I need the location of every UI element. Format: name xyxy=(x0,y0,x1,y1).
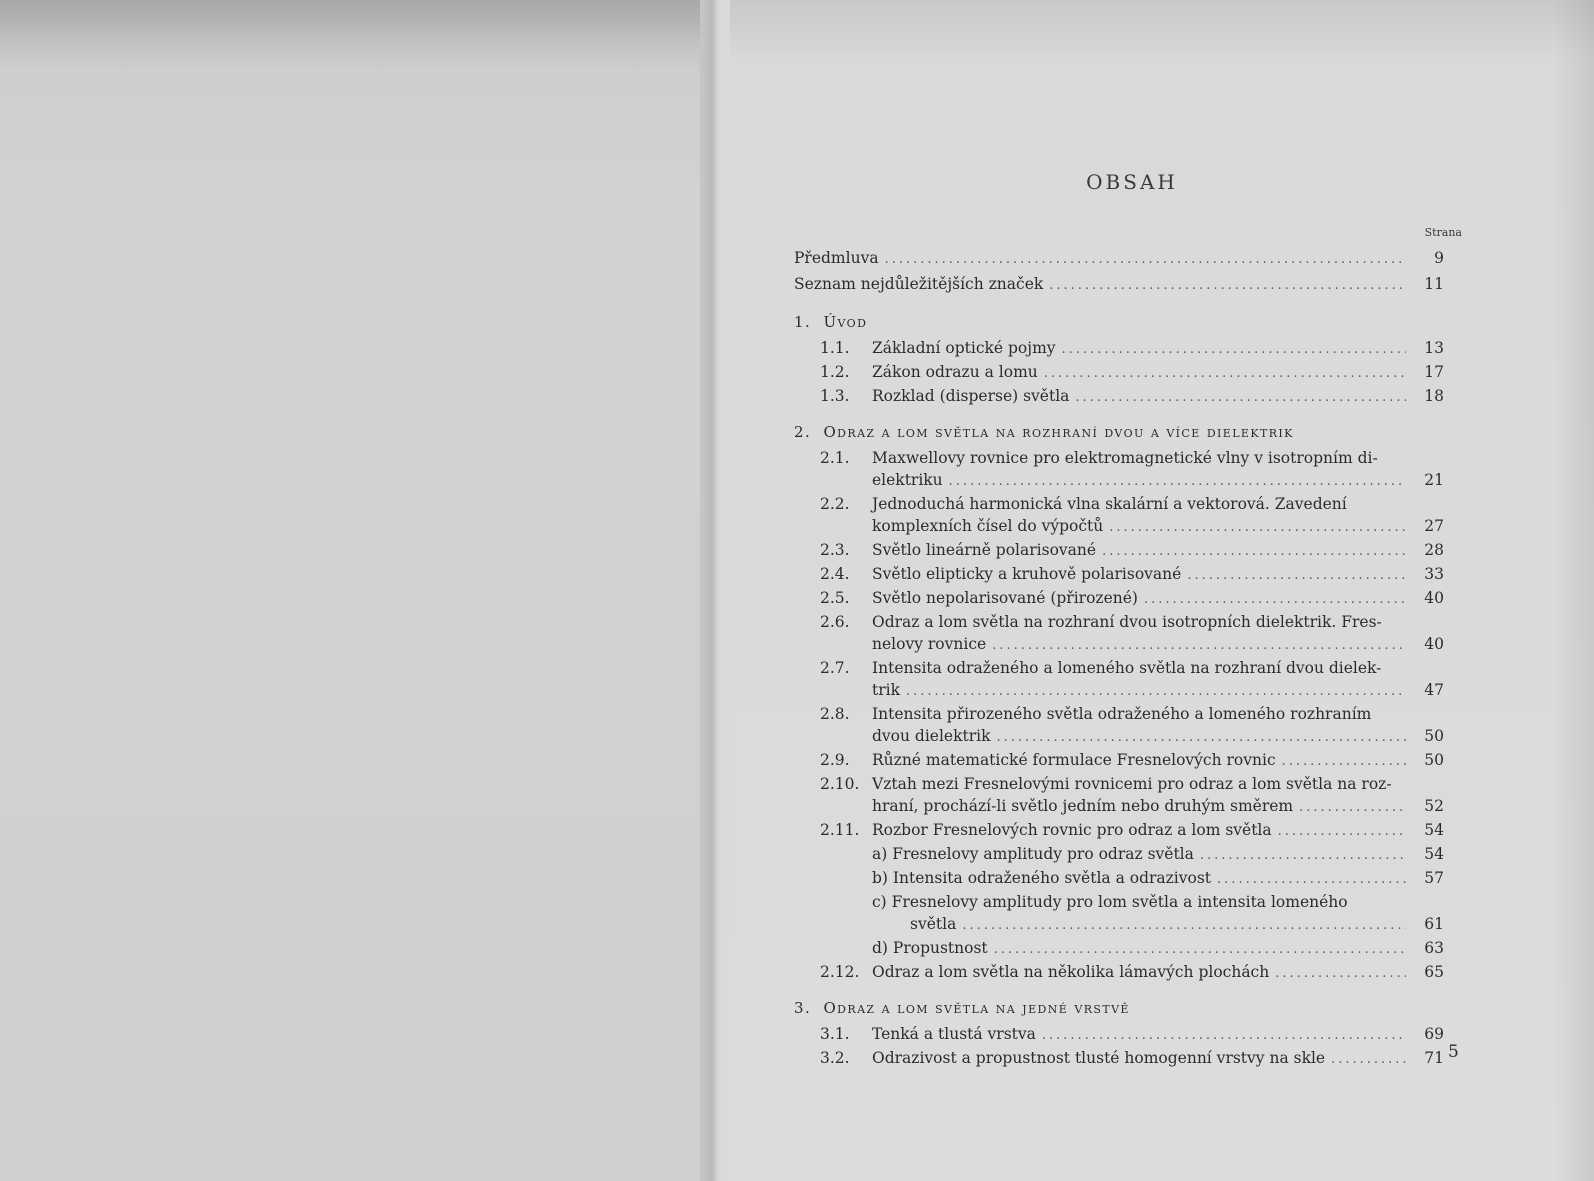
toc-entry: Seznam nejdůležitějších značek ..... 11 xyxy=(794,273,1462,297)
chapter-heading: 3. Odraz a lom světla na jedné vrstvě xyxy=(794,999,1130,1017)
toc-entry: 2.11. Rozbor Fresnelových rovnic pro odraz a lom světla ..... 54 xyxy=(794,819,1462,843)
page-number: 5 xyxy=(1448,1042,1459,1062)
page-title: OBSAH xyxy=(1086,170,1178,194)
chapter-heading: 2. Odraz a lom světla na rozhraní dvou a více dielektrik xyxy=(794,423,1294,441)
toc-entry: 2.1. Maxwellovy rovnice pro elektromagnetické vlny v isotropním di- elektriku ..... 21 xyxy=(794,447,1462,493)
toc-entry: 2.9. Různé matematické formulace Fresnelových rovnic ..... 50 xyxy=(794,749,1462,773)
toc-subentry: světla ..... 61 xyxy=(794,913,1462,937)
toc-entry: 3.2. Odrazivost a propustnost tlusté homogenní vrstvy na skle ..... 71 xyxy=(794,1047,1462,1071)
toc-subentry: d) Propustnost ..... 63 xyxy=(794,937,1462,961)
toc-entry: 2.6. Odraz a lom světla na rozhraní dvou isotropních dielektrik. Fres- nelovy rovnice ..... 40 xyxy=(794,611,1462,657)
toc-entry: 1.3. Rozklad (disperse) světla ..... 18 xyxy=(794,385,1462,409)
toc-entry: 2.12. Odraz a lom světla na několika lámavých plochách ..... 65 xyxy=(794,961,1462,985)
toc-entry: 2.2. Jednoduchá harmonická vlna skalární a vektorová. Zavedení komplexních čísel do výpočtů ..... 27 xyxy=(794,493,1462,539)
page-column-label: Strana xyxy=(1424,226,1462,239)
toc-entry: 2.4. Světlo elipticky a kruhově polarisované ..... 33 xyxy=(794,563,1462,587)
chapter-heading: 1. Úvod xyxy=(794,313,868,331)
book-gutter xyxy=(700,0,730,1181)
toc-entry: 3.1. Tenká a tlustá vrstva ..... 69 xyxy=(794,1023,1462,1047)
toc-entry: 2.8. Intensita přirozeného světla odraženého a lomeného rozhraním dvou dielektrik ..... 50 xyxy=(794,703,1462,749)
toc-subentry: b) Intensita odraženého světla a odrazivost ..... 57 xyxy=(794,867,1462,891)
toc-entry: 1.1. Základní optické pojmy ..... 13 xyxy=(794,337,1462,361)
toc-entry: Předmluva ..... 9 xyxy=(794,247,1462,271)
left-blank-page xyxy=(0,0,712,1181)
toc-entry: 2.5. Světlo nepolarisované (přirozené) ..... 40 xyxy=(794,587,1462,611)
toc-entry: 2.3. Světlo lineárně polarisované ..... 28 xyxy=(794,539,1462,563)
toc-entry: 2.10. Vztah mezi Fresnelovými rovnicemi pro odraz a lom světla na roz- hraní, prochází-li světlo jedním nebo druhým směrem ..... 52 xyxy=(794,773,1462,819)
table-of-contents xyxy=(794,247,1462,1071)
toc-entry: 2.7. Intensita odraženého a lomeného světla na rozhraní dvou dielek- trik ..... 47 xyxy=(794,657,1462,703)
toc-subentry: c) Fresnelovy amplitudy pro lom světla a intensita lomeného xyxy=(872,893,1348,911)
toc-subentry: a) Fresnelovy amplitudy pro odraz světla ..... 54 xyxy=(794,843,1462,867)
toc-entry: 1.2. Zákon odrazu a lomu ..... 17 xyxy=(794,361,1462,385)
